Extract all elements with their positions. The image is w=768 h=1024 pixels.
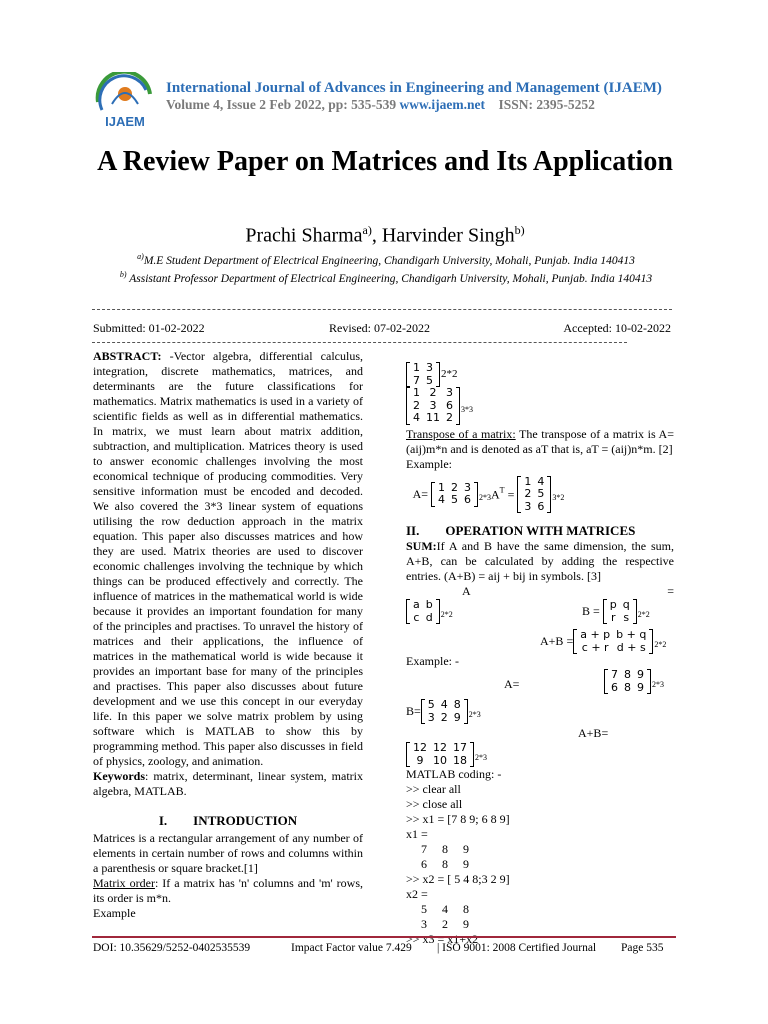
matrix-cell: 2 — [440, 710, 448, 724]
matrix-cell: 3 — [429, 398, 437, 412]
eq-sign: = — [667, 584, 674, 598]
author-2: Harvinder Singh — [381, 224, 515, 247]
affiliations — [94, 250, 678, 287]
abstract — [93, 349, 363, 769]
matrix-b — [603, 599, 637, 624]
issn: ISSN: 2395-5252 — [498, 97, 595, 112]
journal-name: International Journal of Advances in Engineering and Management (IJAEM) — [166, 80, 662, 96]
matrix-cell: 1 — [413, 386, 420, 399]
matrix-cell: 17 — [453, 741, 467, 754]
matrix — [431, 482, 478, 507]
matrix-cell: 5 — [451, 493, 458, 507]
matrix-cell: 2 — [446, 411, 453, 424]
sum-label: SUM: — [406, 539, 437, 553]
revised-date: Revised: 07-02-2022 — [329, 321, 430, 335]
matrix-cell: c + r — [581, 640, 609, 654]
example-matrix-3x3 — [406, 387, 674, 425]
keywords-text: : matrix, determinant, linear system, matrix algebra, MATLAB. — [93, 769, 363, 798]
sum-text: If A and B have the same dimension, the sum, A+B, can be calculated by adding the respective entries. (A+B) = aij + bij in symbols. [3] — [406, 539, 674, 583]
transpose-text: The transpose of a matrix is A= (aij)m*n and is denoted as aT that is, aT = (aij)n*m. [2] — [406, 426, 674, 456]
matrix-order-sub: 2*2 — [637, 610, 650, 620]
svg-text:IJAEM: IJAEM — [105, 114, 145, 129]
code-line: >> x1 = [7 8 9; 6 8 9] — [406, 812, 510, 826]
divider — [92, 309, 672, 310]
matrix-order-sub: 2*3 — [475, 753, 487, 763]
matrix-cell: s — [623, 610, 630, 624]
matrix-cell: 4 — [438, 493, 445, 507]
at-label: A — [491, 486, 500, 501]
author-1-mark: a) — [362, 223, 372, 237]
matrix-cell: 3 — [427, 710, 435, 724]
matrix-cell: 18 — [453, 753, 467, 767]
matrix-cell: r — [611, 610, 616, 624]
matrix-cell: 5 — [537, 487, 545, 500]
code-line: x1 = — [406, 827, 428, 841]
matrix-cell: 9 — [416, 753, 424, 767]
matrix-cell: 4 — [413, 411, 420, 424]
matrix-cell: 4 — [440, 698, 448, 711]
left-column — [93, 349, 363, 921]
matrix-cell: 11 — [426, 411, 440, 424]
example-a — [406, 669, 674, 697]
matrix-sum — [406, 742, 474, 767]
example-b — [406, 699, 674, 724]
matrix-cell: 5 — [426, 373, 433, 387]
a-label: A= — [412, 486, 428, 501]
matrix-cell: 2 — [451, 480, 458, 494]
footer-rule — [92, 936, 676, 938]
author-2-mark: b) — [514, 223, 525, 237]
author-1: Prachi Sharma — [245, 224, 363, 247]
matrix-order-sub: 3*3 — [461, 404, 473, 414]
affiliation-a: M.E Student Department of Electrical Engineering, Chandigarh University, Mohali, Punjab. India 140413 — [143, 254, 635, 267]
author-sep: , — [371, 224, 382, 247]
code-line: 7 8 9 — [406, 842, 469, 856]
transpose-definition — [406, 427, 674, 457]
code-line: x2 = — [406, 887, 428, 901]
matrix-cell: 2 — [524, 487, 532, 500]
doi: DOI: 10.35629/5252-0402535539 — [93, 942, 251, 954]
authors — [80, 223, 690, 248]
matrix-sum — [573, 629, 653, 654]
example-matrix-2x2 — [406, 362, 674, 387]
matrix-cell: 2 — [429, 386, 437, 399]
keywords-label: Keywords — [93, 769, 145, 783]
volume-info: Volume 4, Issue 2 Feb 2022, pp: 535-539 — [166, 97, 397, 112]
matrix-cell: 3 — [426, 361, 433, 374]
matrix-cell: 7 — [611, 668, 618, 681]
matrix-a — [406, 599, 440, 624]
matrix-cell: 8 — [453, 698, 461, 711]
code-line: >> close all — [406, 797, 463, 811]
matrix-cell: 3 — [524, 499, 532, 513]
matrix-order-sub: 2*2 — [441, 368, 458, 381]
matrix-cell: 6 — [464, 493, 471, 507]
matrix-cell: 8 — [624, 668, 631, 681]
code-line: >> clear all — [406, 782, 461, 796]
matrix-a — [604, 669, 651, 694]
matrix-cell: 12 — [413, 741, 427, 754]
submitted-date: Submitted: 01-02-2022 — [93, 321, 205, 335]
abstract-label: ABSTRACT: — [93, 349, 162, 363]
matrix — [517, 476, 551, 514]
journal-issue-info — [166, 97, 595, 113]
matrix-cell: q — [622, 598, 630, 611]
intro-paragraph: Matrices is a rectangular arrangement of any number of elements in certain number of rows and columns within a parenthesis or square bracket.[1] — [93, 831, 363, 875]
matrix-cell: 1 — [413, 361, 420, 374]
at-eq: = — [504, 486, 515, 501]
right-column — [406, 360, 674, 947]
matrix-cell: 6 — [446, 398, 453, 412]
matrix-b — [421, 699, 468, 724]
sum-a-line — [406, 584, 674, 599]
affil-b-mark: b) — [119, 270, 127, 280]
matrix-cell: 9 — [637, 680, 644, 694]
matrix-order-sub: 3*2 — [552, 493, 565, 502]
code-line: MATLAB coding: - — [406, 767, 502, 781]
apb-label: A+B = — [540, 634, 574, 648]
b-label: B = — [582, 604, 600, 618]
ex-b-label: B= — [406, 704, 421, 718]
matrix-cell: 3 — [446, 386, 453, 399]
example-label: Example — [93, 906, 136, 920]
matrix-cell: 1 — [438, 480, 445, 494]
code-line: >> x3 = x1+x2 — [406, 932, 479, 946]
matrix-order-sub: 2*3 — [479, 493, 491, 502]
divider — [92, 342, 627, 343]
matrix-cell: 6 — [537, 499, 545, 513]
matrix-cell: c — [413, 610, 420, 624]
matrix-cell: a + p — [580, 628, 611, 641]
journal-website-link[interactable]: www.ijaem.net — [399, 97, 486, 112]
matrix-cell: 9 — [453, 710, 461, 724]
transpose-example — [400, 476, 674, 514]
section-heading-operations: II. OPERATION WITH MATRICES — [406, 523, 636, 538]
at-sup: T — [499, 485, 505, 494]
matrix-cell: b — [425, 598, 433, 611]
matrix-cell: d — [425, 610, 433, 624]
matrix-cell: 4 — [537, 474, 545, 488]
example-label: Example: — [406, 456, 452, 471]
matrix-cell: 10 — [433, 753, 447, 767]
affil-a-mark: a) — [137, 252, 144, 261]
code-line: 6 8 9 — [406, 857, 469, 871]
footer — [93, 942, 693, 954]
abstract-text: -Vector algebra, differential calculus, integration, discrete mathematics, matrices, and determinants are the future classifications for mathematics. Matrix mathematics is used in a variety of scientific fields as well as in differential mathematics. In matrix, we must learn about matrix addition, subtraction, and multiplication. Matrices theory is used to answer economic challenges involving the most economical technique of producing commodities. Very sensitive information must be encoded and decoded. We also covered the 3*3 linear system of equations utilising the row deduction approach in the matrix equation. This paper also discusses matrices and how they are used. Matrix theories are used to discover economic challenges involving the technique by which things can be produced effectively and correctly. The influence of matrices in the mathematical world is wide because it provides an important foundation for many of the principles and practises. To unravel the history of matrices and their applications, the influence of matrices in the mathematical world is wide because it provides an important base for many of the principles and practises. This paper also discusses about future development and we use this concept in our everyday life. In this paper we solve matrix problem by using software which is MATLAB to show this by programming method. This paper also discusses in field of physics, zoology, and animation. — [93, 349, 363, 768]
matrix-order-text: : If a matrix has 'n' columns and 'm' rows, its order is m*n. — [93, 876, 363, 905]
matlab-code — [406, 767, 674, 947]
matrix-cell: p — [609, 598, 617, 611]
transpose-label: Transpose of a matrix: — [406, 426, 516, 441]
ex-a-label: A= — [504, 677, 520, 691]
matrix — [406, 362, 440, 387]
matrix-cell: 1 — [524, 474, 532, 488]
paper-title: A Review Paper on Matrices and Its Application — [97, 146, 673, 177]
example-sum — [406, 742, 674, 767]
matrix-cell: 7 — [413, 373, 420, 387]
accepted-date: Accepted: 10-02-2022 — [563, 321, 671, 335]
iso-cert: | ISO 9001: 2008 Certified Journal — [437, 942, 597, 954]
section-heading-intro: I. INTRODUCTION — [158, 813, 298, 828]
ex-apb-label: A+B= — [578, 726, 609, 740]
impact-factor: Impact Factor value 7.429 — [291, 942, 412, 954]
a-word: A — [462, 584, 471, 598]
matrix-cell: b + q — [616, 628, 647, 641]
matrix-order — [93, 876, 363, 906]
matrix — [406, 387, 460, 425]
keywords — [93, 769, 363, 799]
example-label: Example: - — [406, 654, 459, 668]
matrix-order-sub: 2*3 — [468, 710, 481, 720]
code-line: 3 2 9 — [406, 917, 469, 931]
code-line: >> x2 = [ 5 4 8;3 2 9] — [406, 872, 510, 886]
matrix-order-sub: 2*2 — [440, 610, 453, 620]
page-number: Page 535 — [621, 942, 664, 954]
matrix-order-sub: 2*3 — [652, 680, 664, 690]
affiliation-b: Assistant Professor Department of Electrical Engineering, Chandigarh University, Mohali, Punjab. India 140413 — [126, 273, 653, 286]
matrix-cell: 5 — [427, 698, 435, 711]
sum-definition — [406, 539, 674, 584]
matrix-cell: 2 — [413, 398, 420, 412]
matrix-cell: 8 — [624, 680, 631, 694]
journal-logo — [92, 72, 158, 132]
code-line: 5 4 8 — [406, 902, 469, 916]
matrix-order-label: Matrix order — [93, 876, 155, 890]
sum-a-plus-b — [540, 629, 674, 654]
matrix-order-sub: 2*2 — [654, 640, 667, 650]
matrix-cell: d + s — [616, 640, 646, 654]
matrix-cell: a — [413, 598, 420, 611]
matrix-cell: 3 — [464, 480, 471, 494]
matrix-cell: 9 — [637, 668, 644, 681]
sum-matrices-ab — [406, 599, 674, 629]
matrix-cell: 6 — [611, 680, 618, 694]
matrix-cell: 12 — [433, 741, 447, 754]
